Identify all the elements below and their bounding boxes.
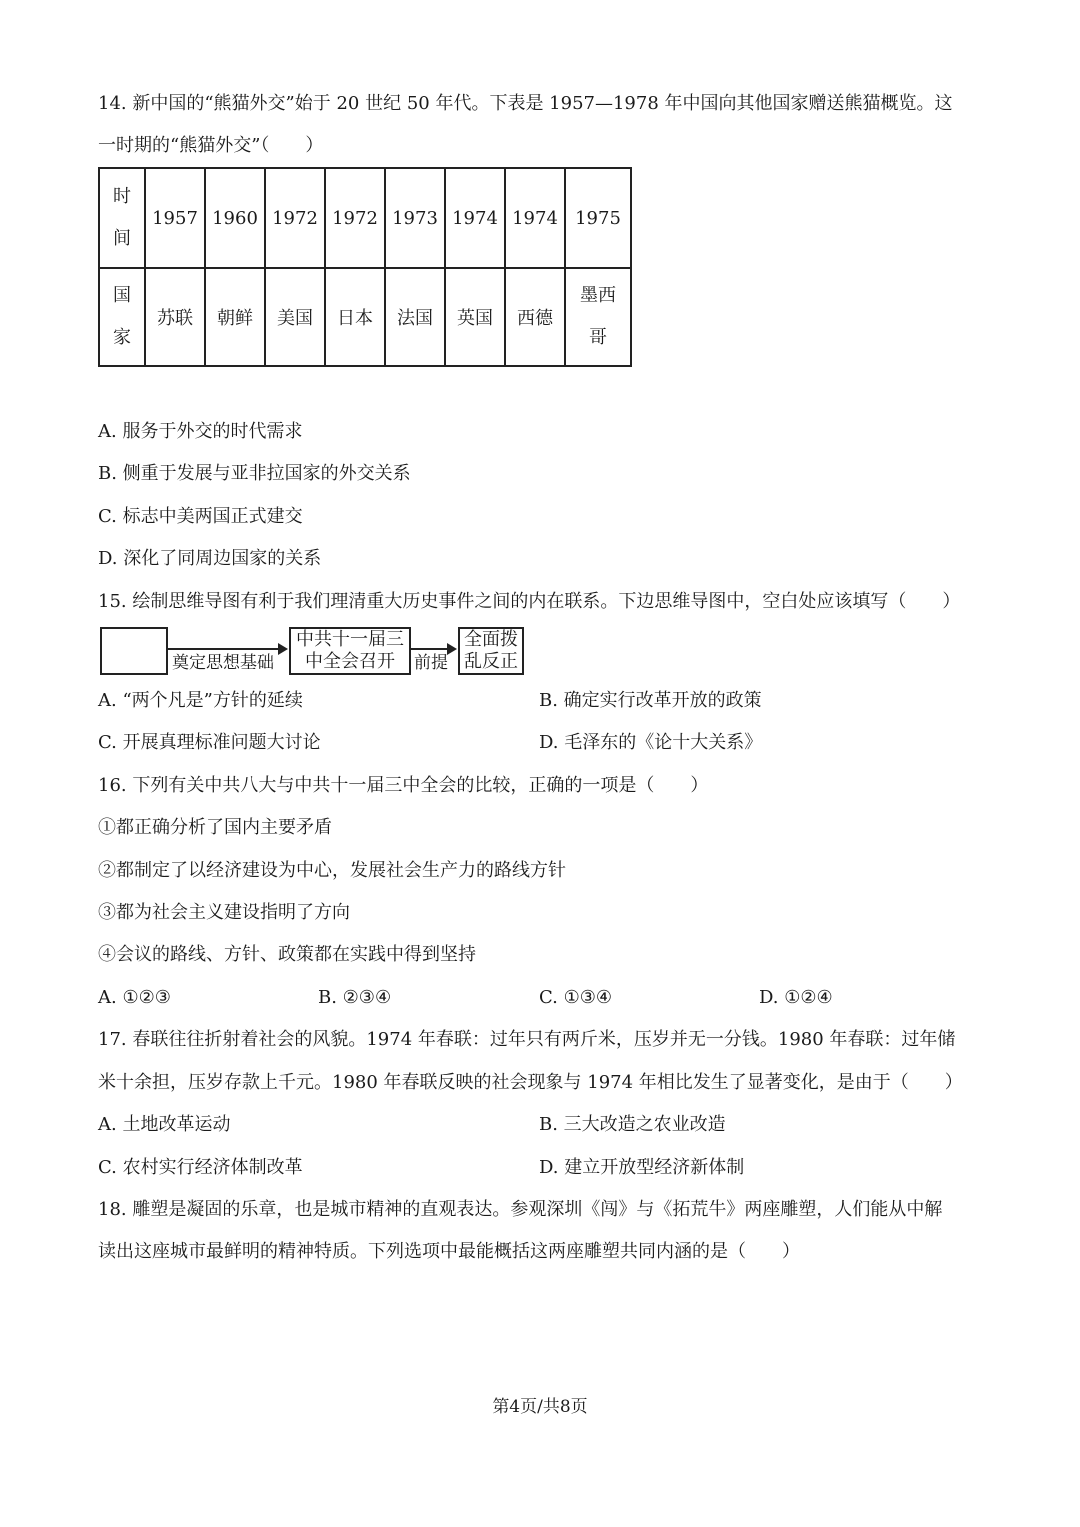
q14-stem-line1: 14. 新中国的“熊猫外交”始于 20 世纪 50 年代。下表是 1957—1978 年中国向其他国家赠送熊猫概览。这	[98, 93, 953, 114]
table-cell-year: 1960	[205, 168, 265, 268]
table-cell-year: 1974	[505, 168, 565, 268]
q16-option-a[interactable]: A. ①②③	[98, 987, 171, 1008]
table-cell-country: 朝鲜	[205, 268, 265, 366]
q17-stem-line2: 米十余担，压岁存款上千元。1980 年春联反映的社会现象与 1974 年相比发生了显著变化，是由于（ ）	[98, 1072, 963, 1093]
mind-map-label-1: 奠定思想基础	[172, 653, 274, 673]
table-cell-country: 日本	[325, 268, 385, 366]
table-cell-year: 1957	[145, 168, 205, 268]
table-cell-country: 法国	[385, 268, 445, 366]
q15-option-a[interactable]: A. “两个凡是”方针的延续	[98, 690, 303, 711]
table-cell-year: 1972	[325, 168, 385, 268]
q16-item: ③都为社会主义建设指明了方向	[98, 902, 350, 923]
q16-option-b[interactable]: B. ②③④	[318, 987, 392, 1008]
q17-option-c[interactable]: C. 农村实行经济体制改革	[98, 1157, 303, 1178]
q14-option-c[interactable]: C. 标志中美两国正式建交	[98, 506, 303, 527]
q16-stem: 16. 下列有关中共八大与中共十一届三中全会的比较，正确的一项是（ ）	[98, 775, 709, 796]
panda-gift-table	[98, 167, 632, 367]
q17-option-b[interactable]: B. 三大改造之农业改造	[539, 1114, 726, 1135]
q16-item: ①都正确分析了国内主要矛盾	[98, 817, 332, 838]
q18-stem-line2: 读出这座城市最鲜明的精神特质。下列选项中最能概括这两座雕塑共同内涵的是（ ）	[98, 1241, 800, 1262]
q15-option-b[interactable]: B. 确定实行改革开放的政策	[539, 690, 762, 711]
q14-option-d[interactable]: D. 深化了同周边国家的关系	[98, 548, 322, 569]
q15-option-d[interactable]: D. 毛泽东的《论十大关系》	[539, 732, 763, 753]
table-cell-country: 西德	[505, 268, 565, 366]
page-number: 第4页/共8页	[492, 1397, 588, 1417]
mind-map-middle-box: 中共十一届三 中全会召开	[289, 627, 411, 675]
table-cell-country: 苏联	[145, 268, 205, 366]
table-header-time: 时间	[99, 168, 145, 268]
q17-option-d[interactable]: D. 建立开放型经济新体制	[539, 1157, 745, 1178]
q16-option-c[interactable]: C. ①③④	[539, 987, 612, 1008]
q17-stem-line1: 17. 春联往往折射着社会的风貌。1974 年春联：过年只有两斤米，压岁并无一分钱。1980 年春联：过年储	[98, 1029, 956, 1050]
q14-option-a[interactable]: A. 服务于外交的时代需求	[98, 421, 303, 442]
q15-stem: 15. 绘制思维导图有利于我们理清重大历史事件之间的内在联系。下边思维导图中，空白处应该填写（ ）	[98, 591, 961, 612]
table-cell-year: 1974	[445, 168, 505, 268]
table-cell-country: 英国	[445, 268, 505, 366]
table-cell-country: 美国	[265, 268, 325, 366]
mind-map-arrow-2	[409, 648, 455, 650]
q17-option-a[interactable]: A. 土地改革运动	[98, 1114, 231, 1135]
q14-option-b[interactable]: B. 侧重于发展与亚非拉国家的外交关系	[98, 463, 411, 484]
q14-stem-line2: 一时期的“熊猫外交”（ ）	[98, 135, 324, 156]
q16-option-d[interactable]: D. ①②④	[759, 987, 833, 1008]
mind-map-right-box: 全面拨 乱反正	[458, 627, 524, 675]
q15-option-c[interactable]: C. 开展真理标准问题大讨论	[98, 732, 321, 753]
table-cell-country: 墨西哥	[565, 268, 631, 366]
table-header-country: 国家	[99, 268, 145, 366]
mind-map-label-2: 前提	[414, 653, 448, 673]
q18-stem-line1: 18. 雕塑是凝固的乐章，也是城市精神的直观表达。参观深圳《闯》与《拓荒牛》两座雕塑，人们能从中解	[98, 1199, 943, 1220]
q16-item: ②都制定了以经济建设为中心，发展社会生产力的路线方针	[98, 860, 566, 881]
mind-map-arrow-1	[166, 648, 286, 650]
q16-item: ④会议的路线、方针、政策都在实践中得到坚持	[98, 944, 476, 965]
mind-map-blank-box	[100, 627, 168, 675]
table-cell-year: 1975	[565, 168, 631, 268]
table-cell-year: 1972	[265, 168, 325, 268]
table-cell-year: 1973	[385, 168, 445, 268]
